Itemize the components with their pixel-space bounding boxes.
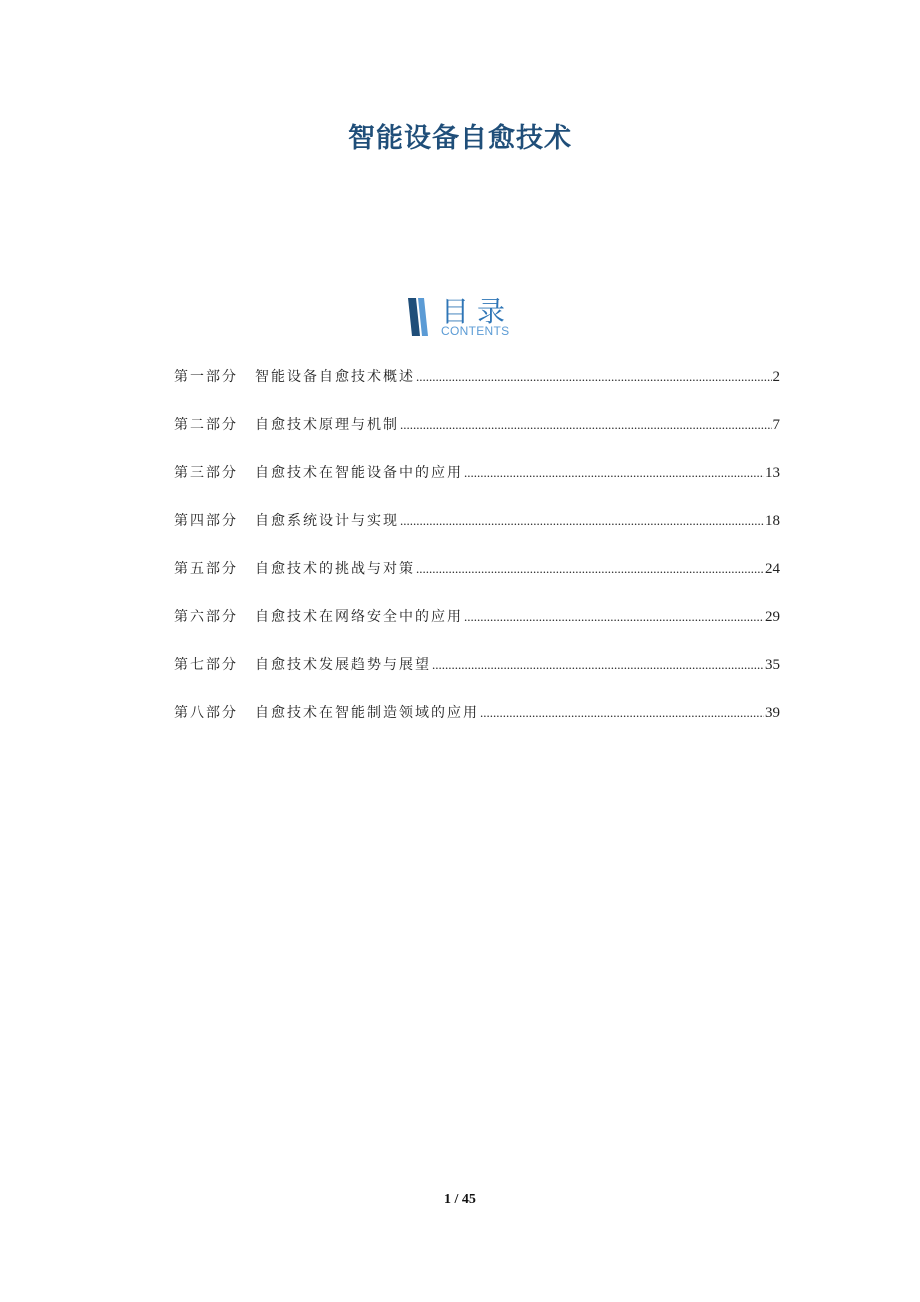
toc-page-number: 39 <box>765 705 780 721</box>
toc-entry-part-5[interactable] <box>174 558 780 606</box>
toc-subtitle: CONTENTS <box>441 324 510 338</box>
toc-title: 目录 <box>441 295 514 328</box>
toc-dot-leader <box>432 657 764 673</box>
toc-page-number: 24 <box>765 561 780 577</box>
toc-page-number: 13 <box>765 465 780 481</box>
toc-dot-leader <box>400 417 772 433</box>
toc-part-label: 第二部分 <box>174 417 238 433</box>
toc-heading <box>406 292 536 340</box>
toc-part-label: 第八部分 <box>174 705 238 721</box>
toc-part-label: 第五部分 <box>174 561 238 577</box>
toc-entry-part-3[interactable] <box>174 462 780 510</box>
toc-entry-title: 智能设备自愈技术概述 <box>255 369 415 385</box>
toc-entry-part-1[interactable] <box>174 366 780 414</box>
toc-dot-leader <box>416 561 764 577</box>
toc-page-number: 29 <box>765 609 780 625</box>
toc-entry-title: 自愈技术在网络安全中的应用 <box>255 609 463 625</box>
toc-entry-part-6[interactable] <box>174 606 780 654</box>
toc-entry-title: 自愈技术的挑战与对策 <box>255 561 415 577</box>
page-indicator: 1 / 45 <box>444 1192 476 1207</box>
toc-page-number: 2 <box>772 369 780 385</box>
toc-part-label: 第一部分 <box>174 369 238 385</box>
stripe-logo-icon <box>406 296 432 338</box>
toc-dot-leader <box>416 369 772 385</box>
toc-entry-part-4[interactable] <box>174 510 780 558</box>
toc-entry-title: 自愈系统设计与实现 <box>255 513 399 529</box>
table-of-contents <box>174 366 780 750</box>
toc-part-label: 第六部分 <box>174 609 238 625</box>
toc-part-label: 第三部分 <box>174 465 238 481</box>
toc-entry-part-2[interactable] <box>174 414 780 462</box>
toc-dot-leader <box>464 609 764 625</box>
toc-entry-title: 自愈技术原理与机制 <box>255 417 399 433</box>
toc-dot-leader <box>400 513 764 529</box>
document-title: 智能设备自愈技术 <box>348 123 572 154</box>
toc-entry-part-8[interactable] <box>174 702 780 750</box>
toc-entry-title: 自愈技术在智能制造领域的应用 <box>255 705 479 721</box>
toc-dot-leader <box>480 705 764 721</box>
toc-entry-part-7[interactable] <box>174 654 780 702</box>
toc-entry-title: 自愈技术在智能设备中的应用 <box>255 465 463 481</box>
toc-page-number: 7 <box>772 417 780 433</box>
toc-page-number: 35 <box>765 657 780 673</box>
toc-dot-leader <box>464 465 764 481</box>
toc-entry-title: 自愈技术发展趋势与展望 <box>255 657 431 673</box>
toc-part-label: 第七部分 <box>174 657 238 673</box>
toc-part-label: 第四部分 <box>174 513 238 529</box>
toc-page-number: 18 <box>765 513 780 529</box>
